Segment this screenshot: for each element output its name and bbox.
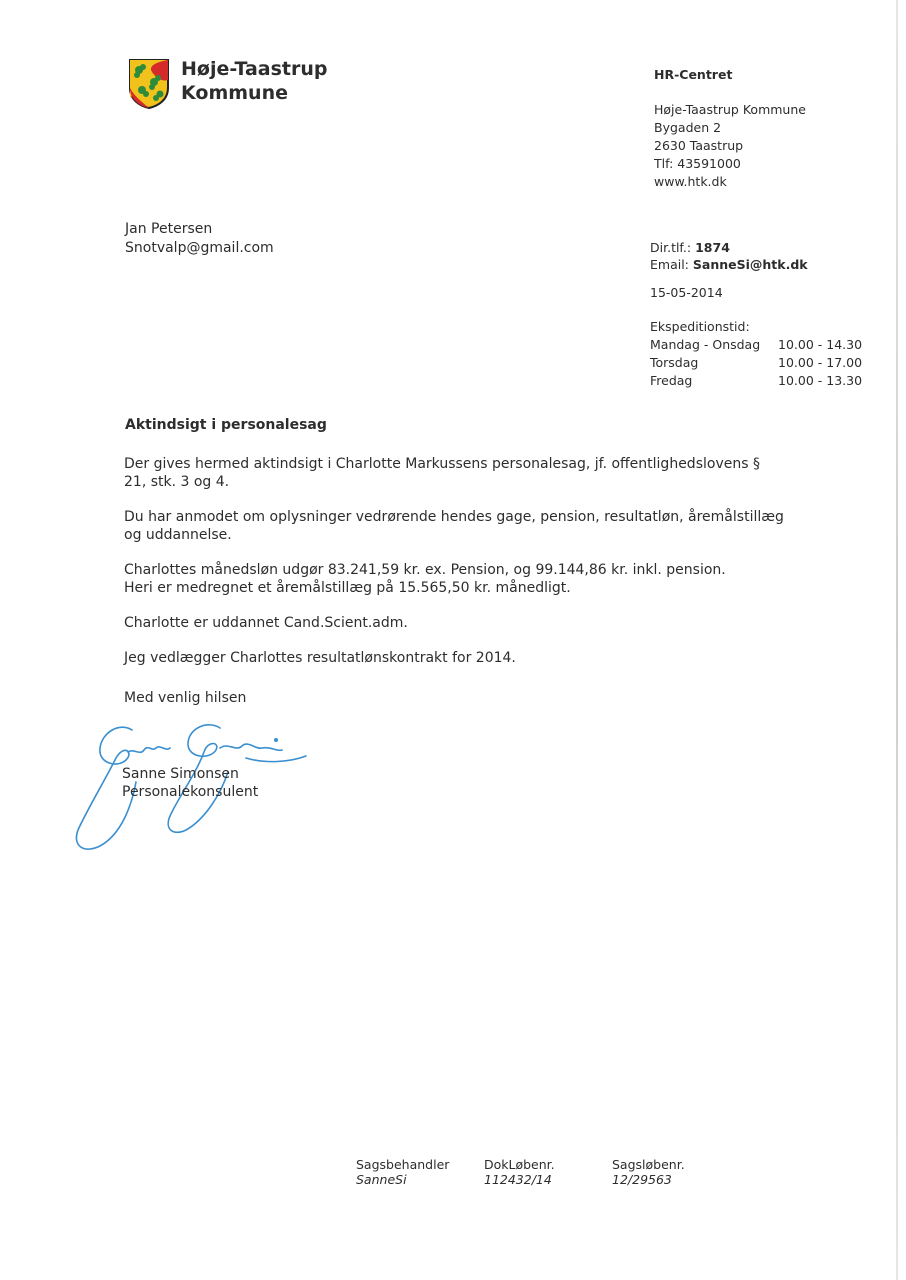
footer-label: Sagsbehandler <box>356 1157 450 1172</box>
recipient-email: Snotvalp@gmail.com <box>125 240 274 256</box>
body-line: 21, stk. 3 og 4. <box>124 474 230 490</box>
hours-row <box>650 372 862 390</box>
hours-time: 10.00 - 13.30 <box>778 373 863 388</box>
body-line: Jeg vedlægger Charlottes resultatlønskontrakt for 2014. <box>124 650 516 666</box>
body-line: Du har anmodet om oplysninger vedrørende hendes gage, pension, resultatløn, åremålstillæg <box>124 509 784 525</box>
footer-label: Sagsløbenr. <box>612 1157 685 1172</box>
body-paragraph <box>124 561 804 597</box>
letter-date: 15-05-2014 <box>650 285 723 300</box>
closing-greeting: Med venlig hilsen <box>124 690 247 706</box>
direct-phone-value: 1874 <box>695 240 730 255</box>
logo-line-2: Kommune <box>181 82 288 104</box>
sender-phone: Tlf: 43591000 <box>654 156 741 171</box>
contact-block <box>650 239 808 273</box>
email-label: Email: <box>650 257 689 272</box>
hours-time: 10.00 - 17.00 <box>778 355 863 370</box>
footer-value: 112432/14 <box>484 1172 552 1187</box>
letter-subject: Aktindsigt i personalesag <box>125 417 327 433</box>
recipient-block <box>125 220 274 258</box>
signer-title: Personalekonsulent <box>122 784 259 800</box>
sender-web: www.htk.dk <box>654 174 727 189</box>
body-paragraph <box>124 614 804 632</box>
recipient-name: Jan Petersen <box>125 221 213 237</box>
sender-department: HR-Centret <box>654 67 733 82</box>
footer-case-number <box>612 1157 685 1187</box>
opening-hours <box>650 318 862 390</box>
sender-address <box>654 66 806 191</box>
footer-case-handler <box>356 1157 449 1187</box>
body-paragraph <box>124 508 804 544</box>
direct-phone-label: Dir.tlf.: <box>650 240 692 255</box>
body-paragraph <box>124 649 804 667</box>
hours-row <box>650 354 862 372</box>
opening-hours-title: Ekspeditionstid: <box>650 319 750 334</box>
body-line: Charlotte er uddannet Cand.Scient.adm. <box>124 615 408 631</box>
direct-phone-line <box>650 239 808 256</box>
municipality-crest-icon <box>128 58 170 114</box>
signer-block <box>122 765 258 801</box>
body-line: og uddannelse. <box>124 527 232 543</box>
body-paragraph <box>124 455 804 491</box>
hours-day: Mandag - Onsdag <box>650 337 761 352</box>
email-value: SanneSi@htk.dk <box>692 257 808 272</box>
municipality-name <box>181 57 328 105</box>
letter-body <box>124 455 804 684</box>
logo-line-1: Høje-Taastrup <box>181 58 328 80</box>
body-line: Der gives hermed aktindsigt i Charlotte Markussens personalesag, jf. offentlighedslovens § <box>124 456 760 472</box>
email-line <box>650 256 808 273</box>
sender-org: Høje-Taastrup Kommune <box>654 102 806 117</box>
signer-name: Sanne Simonsen <box>122 766 239 782</box>
hours-day: Torsdag <box>650 355 699 370</box>
footer-label: DokLøbenr. <box>484 1157 555 1172</box>
hours-row <box>650 336 862 354</box>
body-line: Heri er medregnet et åremålstillæg på 15.565,50 kr. månedligt. <box>124 580 571 596</box>
footer-value: SanneSi <box>356 1172 407 1187</box>
footer-document-number <box>484 1157 555 1187</box>
hours-day: Fredag <box>650 373 693 388</box>
sender-city: 2630 Taastrup <box>654 138 744 153</box>
hours-time: 10.00 - 14.30 <box>778 337 863 352</box>
scan-edge <box>896 0 898 1280</box>
body-line: Charlottes månedsløn udgør 83.241,59 kr. ex. Pension, og 99.144,86 kr. inkl. pension. <box>124 562 726 578</box>
sender-street: Bygaden 2 <box>654 120 722 135</box>
footer-value: 12/29563 <box>612 1172 672 1187</box>
